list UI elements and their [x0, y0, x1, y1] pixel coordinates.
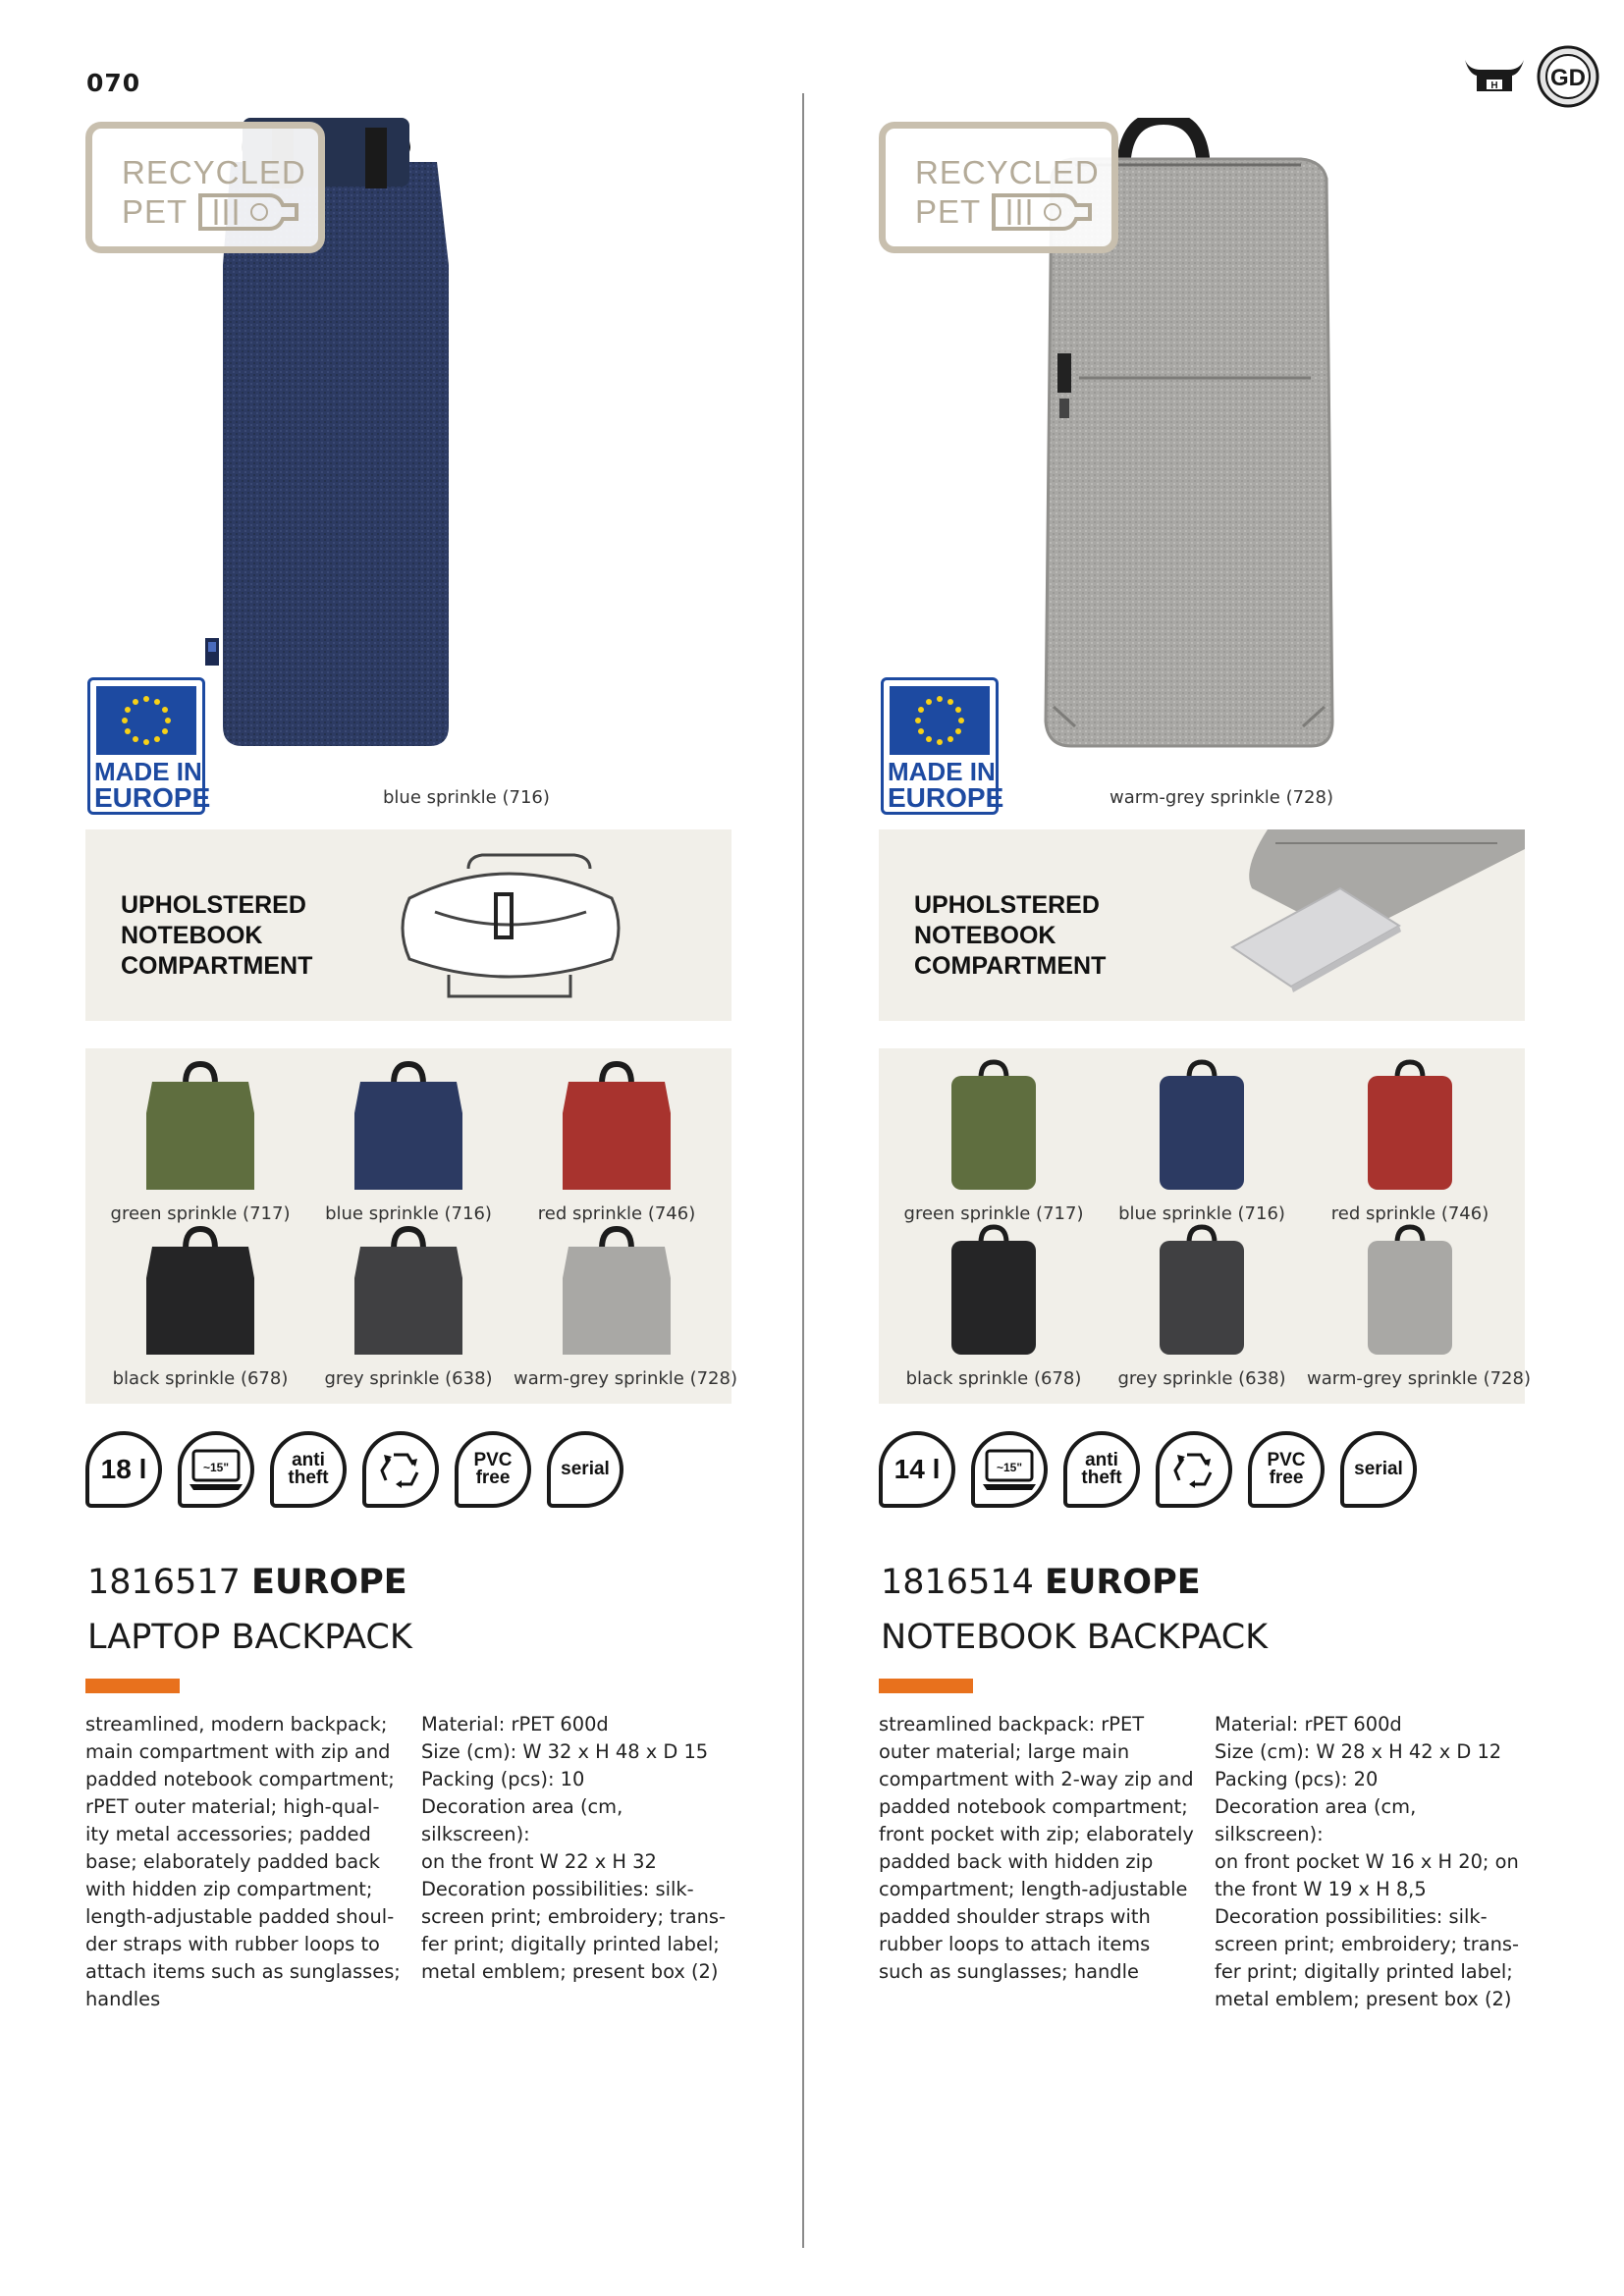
feature-icons [85, 1431, 731, 1510]
gd-logo-icon [1539, 47, 1597, 106]
laptop-size-icon [971, 1431, 1048, 1508]
swatch-label: warm-grey sprinkle (728) [514, 1368, 737, 1389]
swatch-item[interactable] [1099, 1054, 1305, 1232]
swatch-backpack [891, 1054, 1097, 1201]
swatch-backpack [1307, 1219, 1513, 1366]
swatch-backpack [305, 1219, 512, 1366]
hero-caption: blue sprinkle (716) [383, 787, 550, 808]
color-swatches [879, 1048, 1531, 1404]
product-specs: Material: rPET 600d Size (cm): W 28 x H 42 x D 12 Packing (pcs): 20 Decoration area (cm, silkscreen): on front pocket W 16 x H 20; on the front W 19 x H 8,5 Decoration possibilities: silk- screen print; embroidery; trans- fer print; digitally printed label; metal emblem; present box (2) [1215, 1713, 1520, 2010]
eu-flag-icon [890, 686, 990, 755]
accent-bar [85, 1679, 180, 1693]
made-in-label: MADE IN [888, 757, 996, 786]
swatch-backpack [514, 1054, 720, 1201]
product-title [881, 1563, 1201, 1602]
serial-icon: serial [1340, 1431, 1417, 1508]
svg-text:GD: GD [1550, 65, 1586, 91]
swatch-backpack [1099, 1054, 1305, 1201]
recycled-pet-badge [85, 122, 325, 253]
svg-text:H: H [1490, 80, 1498, 91]
product-title [87, 1563, 407, 1602]
eu-flag-icon [96, 686, 196, 755]
product-code: 1816517 [87, 1563, 241, 1602]
compartment-drawing [380, 829, 731, 1021]
recycle-icon [1156, 1431, 1232, 1508]
pet-label: PET [122, 193, 189, 230]
volume-icon: 18 l [85, 1431, 162, 1508]
accent-bar [879, 1679, 973, 1693]
swatch-backpack [1307, 1054, 1513, 1201]
hero-image [879, 118, 1525, 825]
volume-icon: 14 l [879, 1431, 955, 1508]
hero-image [85, 118, 731, 825]
svg-text:~15": ~15" [202, 1461, 230, 1474]
swatch-label: red sprinkle (746) [537, 1203, 696, 1224]
laptop-insert-photo [1173, 829, 1525, 1021]
feature-title: UPHOLSTERED NOTEBOOK COMPARTMENT [121, 891, 313, 980]
column-divider [802, 93, 804, 2248]
feature-panel [879, 829, 1525, 1021]
pvc-free-icon: PVC free [1248, 1431, 1325, 1508]
pvc-free-icon: PVC free [455, 1431, 531, 1508]
swatch-label: grey sprinkle (638) [1117, 1368, 1286, 1389]
swatch-label: green sprinkle (717) [903, 1203, 1084, 1224]
swatch-label: black sprinkle (678) [112, 1368, 289, 1389]
europe-label: EUROPE [888, 782, 1004, 813]
swatch-item[interactable] [305, 1219, 512, 1397]
swatch-item[interactable] [514, 1219, 737, 1397]
product-name: EUROPE [251, 1563, 407, 1602]
swatch-backpack [1099, 1219, 1305, 1366]
hero-caption: warm-grey sprinkle (728) [1110, 787, 1333, 808]
swatch-backpack [97, 1219, 303, 1366]
made-in-europe-badge [881, 677, 1004, 815]
product-subtitle: NOTEBOOK BACKPACK [881, 1618, 1269, 1657]
anti-theft-icon: anti theft [270, 1431, 347, 1508]
swatch-item[interactable] [97, 1219, 303, 1397]
swatch-label: blue sprinkle (716) [325, 1203, 492, 1224]
recycled-label: RECYCLED [915, 154, 1100, 190]
serial-icon: serial [547, 1431, 623, 1508]
swatch-backpack [514, 1219, 720, 1366]
swatch-label: warm-grey sprinkle (728) [1307, 1368, 1531, 1389]
laptop-size-icon [178, 1431, 254, 1508]
product-subtitle: LAPTOP BACKPACK [87, 1618, 412, 1657]
anti-theft-icon: anti theft [1063, 1431, 1140, 1508]
swatch-item[interactable] [97, 1054, 303, 1232]
pet-label: PET [915, 193, 982, 230]
page-number: 070 [86, 69, 141, 97]
europe-label: EUROPE [94, 782, 211, 813]
bottle-icon [992, 191, 1094, 233]
product-description: streamlined, modern backpack; main compartment with zip and padded notebook compartment; rPET outer material; high-qual- ity metal accessories; padded base; elaborately padded back with hidden zip compartment; length-adjustable padded shoul- der straps with rubber loops to attach items such as sunglasses; handles [85, 1713, 401, 2010]
swatch-item[interactable] [1099, 1219, 1305, 1397]
swatch-item[interactable] [514, 1054, 720, 1232]
svg-text:~15": ~15" [996, 1461, 1023, 1474]
feature-icons [879, 1431, 1525, 1510]
product-laptop-backpack [85, 0, 737, 2296]
swatch-backpack [97, 1054, 303, 1201]
feature-title: UPHOLSTERED NOTEBOOK COMPARTMENT [914, 891, 1107, 980]
made-in-europe-badge [87, 677, 211, 815]
product-code: 1816514 [881, 1563, 1034, 1602]
feature-panel [85, 829, 731, 1021]
swatch-item[interactable] [891, 1054, 1097, 1232]
swatch-item[interactable] [1307, 1054, 1513, 1232]
product-specs: Material: rPET 600d Size (cm): W 32 x H 48 x D 15 Packing (pcs): 10 Decoration area (cm, silkscreen): on the front W 22 x H 32 Decoration possibilities: silk- screen print; embroidery; trans- fer print; digitally printed label; metal emblem; present box (2) [421, 1713, 727, 1983]
swatch-label: green sprinkle (717) [110, 1203, 291, 1224]
recycled-label: RECYCLED [122, 154, 306, 190]
recycle-icon [362, 1431, 439, 1508]
bottle-icon [198, 191, 300, 233]
product-notebook-backpack [879, 0, 1531, 2296]
swatch-item[interactable] [891, 1219, 1097, 1397]
swatch-label: grey sprinkle (638) [324, 1368, 493, 1389]
recycled-pet-badge [879, 122, 1118, 253]
made-in-label: MADE IN [94, 757, 202, 786]
swatch-label: red sprinkle (746) [1330, 1203, 1489, 1224]
swatch-label: black sprinkle (678) [905, 1368, 1082, 1389]
product-name: EUROPE [1045, 1563, 1201, 1602]
swatch-label: blue sprinkle (716) [1118, 1203, 1285, 1224]
color-swatches [85, 1048, 737, 1404]
swatch-item[interactable] [305, 1054, 512, 1232]
swatch-backpack [891, 1219, 1097, 1366]
product-description: streamlined backpack: rPET outer material; large main compartment with 2-way zip and padded notebook compartment; front pocket with zip; elaborately padded back with hidden zip compartment; length-adjustable padded shoulder straps with rubber loops to attach items such as sunglasses; handle [879, 1713, 1194, 1983]
swatch-item[interactable] [1307, 1219, 1531, 1397]
swatch-backpack [305, 1054, 512, 1201]
